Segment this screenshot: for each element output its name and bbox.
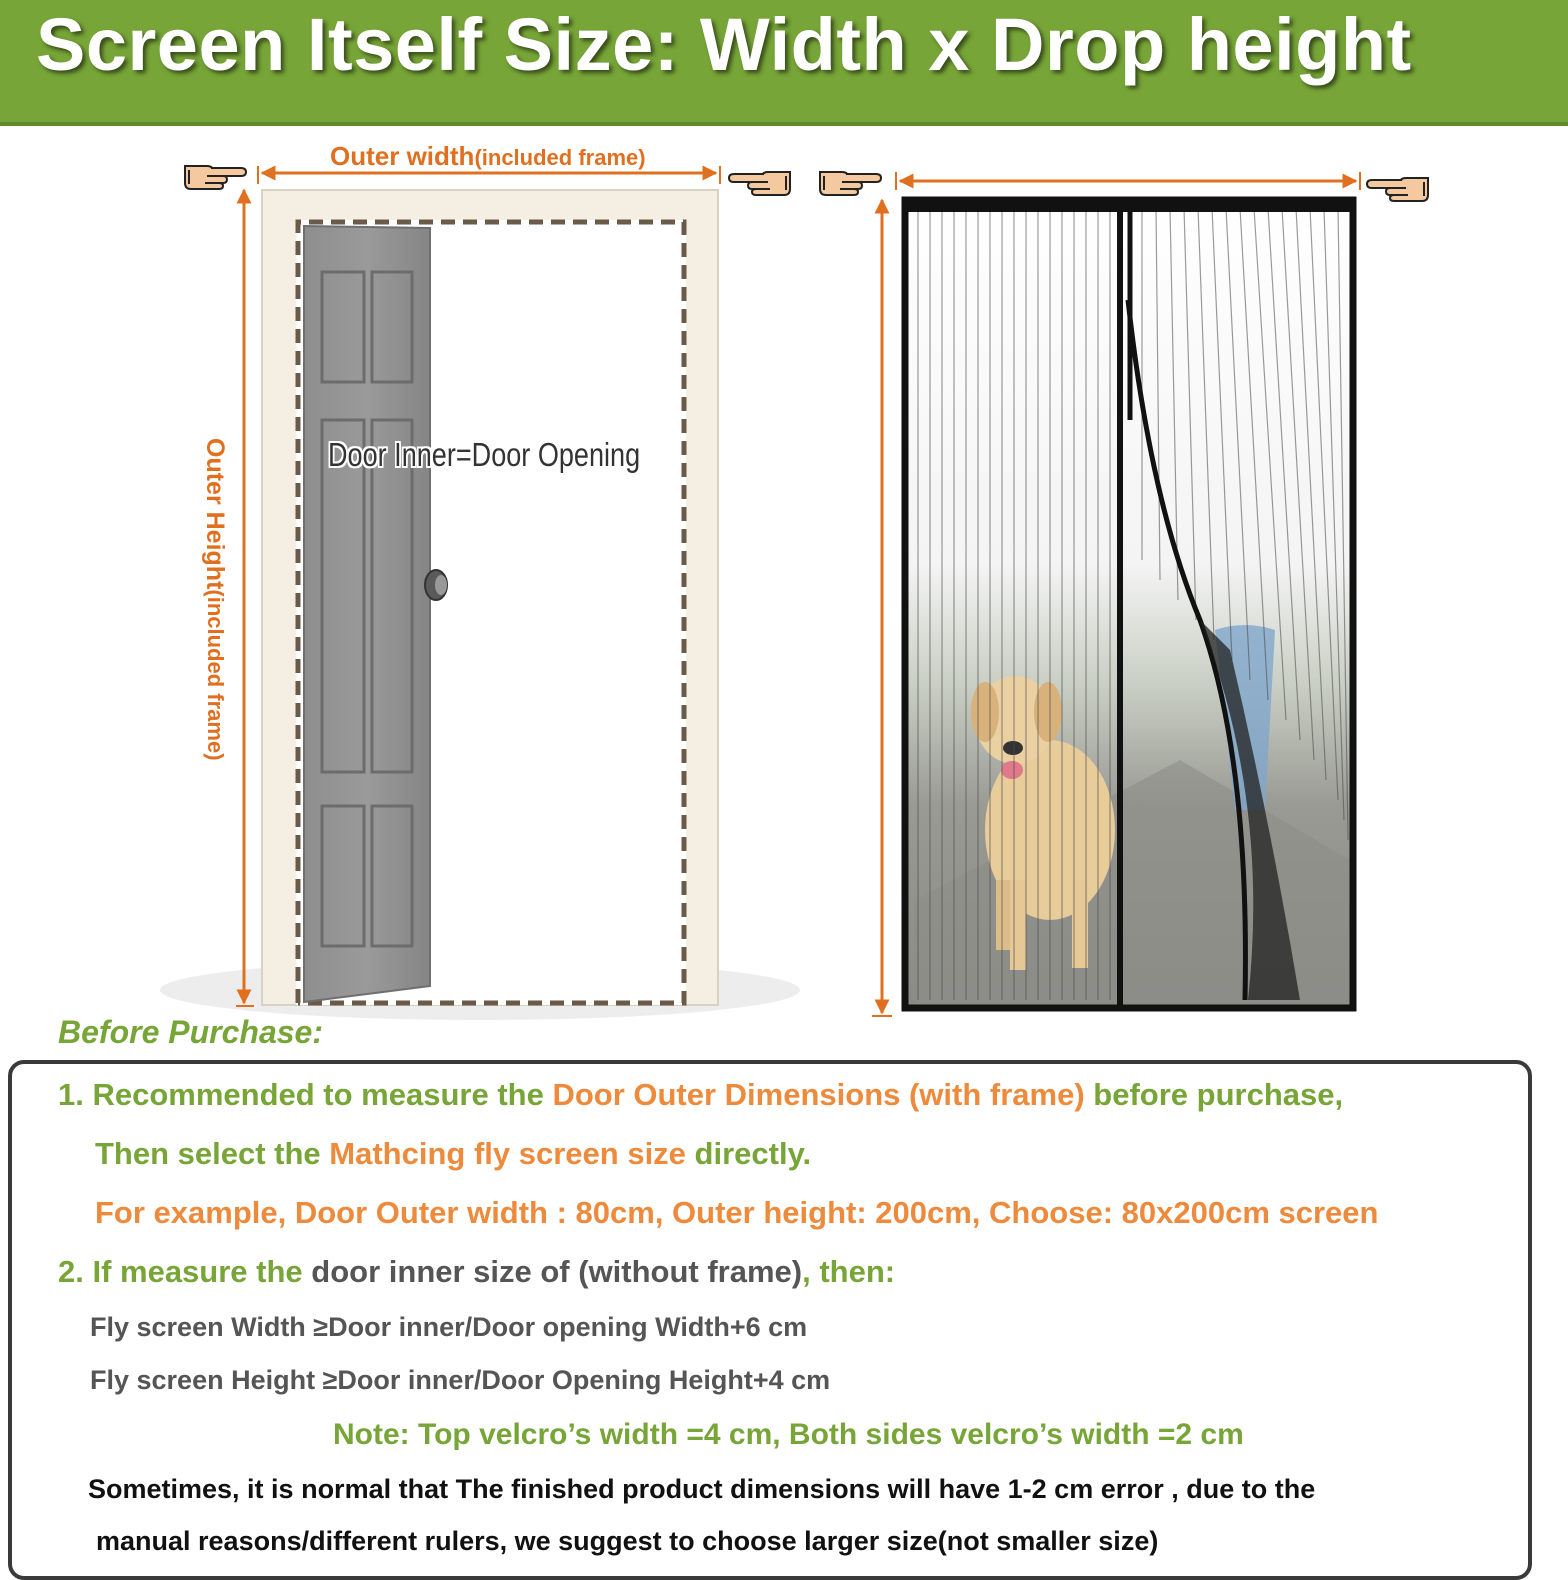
illustration — [0, 130, 1568, 1030]
outer-height-label: Outer Height(included frame) — [201, 438, 229, 761]
error-note-2: manual reasons/different rulers, we suggest to choose larger size(not smaller size) — [96, 1526, 1159, 1556]
title-banner — [0, 0, 1568, 122]
height-rule: Fly screen Height ≥Door inner/Door Opening Height+4 cm — [90, 1365, 831, 1395]
outer-width-label: Outer width(included frame) — [330, 141, 646, 171]
before-purchase-heading: Before Purchase: — [58, 1014, 323, 1050]
instruction-1: 1. Recommended to measure the Door Outer Dimensions (with frame) before purchase, — [58, 1077, 1344, 1112]
banner-title: Screen Itself Size: Width x Drop height — [36, 3, 1412, 86]
error-note-1: Sometimes, it is normal that The finished product dimensions will have 1-2 cm error , due to the — [88, 1474, 1316, 1504]
pointing-hand-icon — [729, 172, 790, 195]
example-line: For example, Door Outer width : 80cm, Outer height: 200cm, Choose: 80x200cm screen — [95, 1195, 1379, 1230]
instruction-2: 2. If measure the door inner size of (without frame), then: — [58, 1254, 896, 1289]
pointing-hand-icon — [185, 166, 246, 189]
width-rule: Fly screen Width ≥Door inner/Door opening Width+6 cm — [90, 1312, 808, 1342]
instruction-1-cont: Then select the Mathcing fly screen size directly. — [95, 1136, 812, 1171]
velcro-note: Note: Top velcro’s width =4 cm, Both sides velcro’s width =2 cm — [333, 1418, 1244, 1451]
door-inner-label: Door Inner=Door Opening — [328, 436, 641, 473]
pointing-hand-icon — [1367, 178, 1428, 201]
pointing-hand-icon — [820, 172, 881, 195]
